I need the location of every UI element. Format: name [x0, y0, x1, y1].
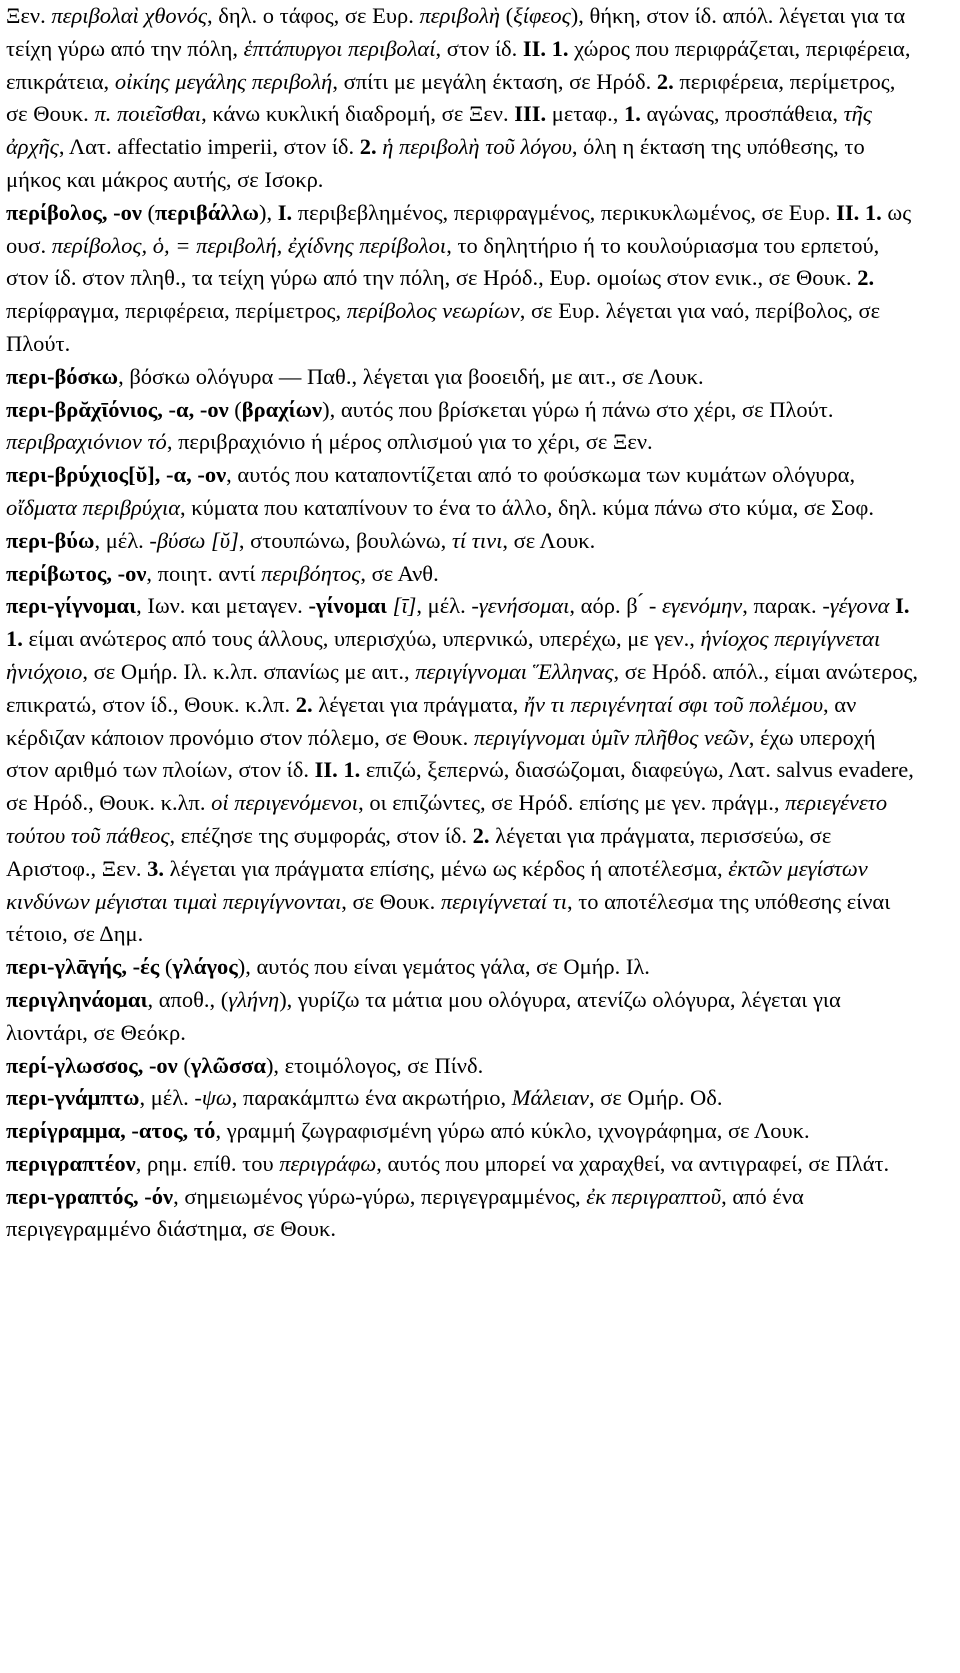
- entry-text: , Λατ. affectatio imperii, στον ίδ.: [58, 134, 360, 160]
- entry-text: , μέλ.: [94, 527, 150, 553]
- entry-text: (: [159, 954, 173, 980]
- entry-headword: περίβολος, -ον: [6, 199, 142, 225]
- entry-text: , από ένα περιγεγραμμένο διάστημα, σε Θουκ.: [6, 1183, 810, 1242]
- entry-italic-text: ἤν τι περιγένηταί σφι τοῦ πολέμου: [523, 691, 824, 717]
- entry-bold-text: 2.: [656, 68, 674, 94]
- entry-headword: περι-βρύχιος[ῠ], -α, -ον: [6, 462, 227, 488]
- entry-bold-text: II. 1.: [836, 199, 882, 225]
- entry-text: λέγεται για πράγματα επίσης, μένω ως κέρδος ή αποτέλεσμα,: [164, 855, 729, 881]
- entry-italic-text: ἐκ περιγραπτοῦ: [586, 1183, 722, 1209]
- entry-italic-text: -γέγονα: [822, 593, 890, 619]
- entry-italic-text: περίβολος νεωρίων: [346, 298, 520, 324]
- entry-text: , κύματα που καταπίνουν το ένα το άλλο, δηλ. κύμα πάνω στο κύμα, σε Σοφ.: [180, 494, 874, 520]
- entry-text: , σε Λουκ.: [502, 527, 596, 553]
- entry-italic-text: περιγίγνεταί τι: [440, 888, 567, 914]
- entry-headword: περι-γραπτός, -όν: [6, 1183, 174, 1209]
- entry-italic-text: γλήνη: [228, 986, 280, 1012]
- entry-text: , σπίτι με μεγάλη έκταση, σε Ηρόδ.: [332, 68, 657, 94]
- entry-bold-text: βραχίων: [241, 396, 323, 422]
- entry-text: , αν κέρδιζαν κάποιον προνόμιο στον πόλεμο, σε Θουκ.: [6, 691, 862, 750]
- entry-text: , σε Θουκ.: [341, 888, 441, 914]
- entry-text: λέγεται για πράγματα,: [312, 691, 524, 717]
- entry-headword: περιγληνάομαι: [6, 986, 148, 1012]
- entry-headword: περι-γνάμπτω: [6, 1085, 140, 1111]
- dictionary-entry: [6, 1082, 922, 1115]
- entry-italic-text: περιγίγνομαι ὑμῖν πλῆθος νεῶν: [473, 724, 749, 750]
- entry-italic-text: οἱ περιγενόμενοι: [211, 790, 359, 816]
- entry-italic-text: -βύσω [ῠ]: [149, 527, 239, 553]
- entry-bold-text: -γίνομαι: [308, 593, 388, 619]
- dictionary-entry: [6, 984, 922, 1050]
- entry-text: , σε Ομήρ. Ιλ. κ.λπ. σπανίως με αιτ.,: [82, 658, 416, 684]
- entry-headword: περι-βύω: [6, 527, 95, 553]
- entry-text: επιζώ, ξεπερνώ, διασώζομαι, διαφεύγω, Λατ. salvus evadere, σε Ηρόδ., Θουκ. κ.λπ.: [6, 757, 920, 816]
- entry-text: ), ετοιμόλογος, σε Πίνδ.: [265, 1052, 484, 1078]
- entry-text: , Ιων. και μεταγεν.: [136, 593, 309, 619]
- dictionary-entry: [6, 1115, 922, 1148]
- dictionary-entry: [6, 394, 922, 460]
- entry-italic-text: ἡ περιβολὴ τοῦ λόγου: [382, 134, 572, 160]
- entry-text: ), γυρίζω τα μάτια μου ολόγυρα, ατενίζω ολόγυρα, λέγεται για λιοντάρι, σε Θεόκρ.: [6, 986, 847, 1045]
- entry-text: , σε Ανθ.: [360, 560, 439, 586]
- entry-text: (: [500, 3, 514, 28]
- entry-bold-text: 2.: [295, 691, 313, 717]
- entry-italic-text: περιγράφω: [279, 1150, 377, 1176]
- entry-text: , σημειωμένος γύρω-γύρω, περιγεγραμμένος,: [173, 1183, 587, 1209]
- entry-italic-text: τῆς ἀρχῆς: [6, 101, 878, 160]
- entry-bold-text: 2.: [857, 265, 875, 291]
- entry-text: περιφέρεια, περίμετρος, σε Θουκ.: [6, 68, 901, 127]
- entry-italic-text: περιβόητος: [261, 560, 361, 586]
- entry-text: αγώνας, προσπάθεια,: [640, 101, 844, 127]
- entry-text: ), θήκη, στον ίδ. απόλ. λέγεται για τα τείχη γύρω από την πόλη,: [6, 3, 911, 61]
- entry-text: , παρακ.: [742, 593, 823, 619]
- entry-text: , αυτός που καταποντίζεται από το φούσκωμα των κυμάτων ολόγυρα,: [226, 462, 861, 488]
- entry-italic-text: Μάλειαν: [511, 1085, 590, 1111]
- dictionary-entry: [6, 525, 922, 558]
- entry-italic-text: οἴδματα περιβρύχια: [6, 494, 181, 520]
- dictionary-entry: [6, 1148, 922, 1181]
- entry-text: λέγεται για πράγματα, περισσεύω, σε Αριστοφ., Ξεν.: [6, 822, 836, 881]
- dictionary-entry: [6, 361, 922, 394]
- entry-bold-text: γλάγος: [172, 954, 238, 980]
- entry-text: , σε Ευρ. λέγεται για ναό, περίβολος, σε Πλούτ.: [6, 298, 886, 356]
- entry-bold-text: 1.: [623, 101, 641, 127]
- entry-text: , αυτός που μπορεί να χαραχθεί, να αντιγραφεί, σε Πλάτ.: [376, 1150, 890, 1176]
- entry-text: , το δηλητήριο ή το κουλούριασμα του ερπετού, στον ίδ. στον πληθ., τα τείχη γύρω από την πόλη, σε Ηρόδ., Ευρ. ομοίως στον ενικ., σε Θουκ.: [6, 232, 885, 291]
- entry-text: , σε Ομήρ. Οδ.: [589, 1085, 723, 1111]
- entry-bold-text: περιβάλλω: [155, 199, 259, 225]
- entry-text: , παρακάμπτω ένα ακρωτήριο,: [231, 1085, 512, 1111]
- entry-text: Ξεν.: [6, 3, 52, 28]
- dictionary-entry: [6, 459, 922, 525]
- entry-bold-text: 2.: [472, 822, 490, 848]
- entry-text: , στον ίδ.: [435, 35, 523, 61]
- entry-bold-text: 2.: [359, 134, 377, 160]
- entry-text: , αόρ. β ́ -: [569, 593, 663, 619]
- entry-text: , αποθ., (: [147, 986, 229, 1012]
- dictionary-entry: [6, 558, 922, 591]
- entry-text: , μέλ.: [139, 1085, 195, 1111]
- entry-text: περιβεβλημένος, περιφραγμένος, περικυκλωμένος, σε Ευρ.: [292, 199, 837, 225]
- entry-text: ),: [258, 199, 278, 225]
- entry-bold-text: I.: [277, 199, 293, 225]
- entry-headword: περι-γίγνομαι: [6, 593, 137, 619]
- entry-text: , ποιητ. αντί: [146, 560, 262, 586]
- entry-bold-text: II. 1.: [314, 757, 361, 783]
- entry-text: ), αυτός που βρίσκεται γύρω ή πάνω στο χέρι, σε Πλούτ.: [322, 396, 840, 422]
- dictionary-entry: [6, 1181, 922, 1247]
- entry-text: , βόσκω ολόγυρα — Παθ., λέγεται για βοοειδή, με αιτ., σε Λουκ.: [118, 363, 704, 389]
- entry-text: , σε Ηρόδ. απόλ., είμαι ανώτερος, επικρατώ, στον ίδ., Θουκ. κ.λπ.: [6, 658, 924, 717]
- entry-italic-text: περιγίγνομαι Ἕλληνας: [415, 658, 614, 684]
- entry-italic-text: ἐκτῶν μεγίστων κινδύνων μέγισται τιμαὶ περιγίγνονται: [6, 855, 874, 914]
- entry-text: , κάνω κυκλική διαδρομή, σε Ξεν.: [201, 101, 515, 127]
- entry-bold-text: III.: [514, 101, 547, 127]
- entry-text: (: [141, 199, 156, 225]
- entry-headword: περίγραμμα, -ατος, τό: [6, 1118, 216, 1144]
- entry-italic-text: περίβολος, ὁ, = περιβολή, ἐχίδνης περίβολοι: [51, 232, 447, 258]
- entry-italic-text: περιβραχιόνιον τό: [6, 429, 167, 455]
- entry-text: , στουπώνω, βουλώνω,: [238, 527, 452, 553]
- entry-headword: περι-γλᾱγής, -ές: [6, 954, 160, 980]
- entry-text: είμαι ανώτερος από τους άλλους, υπερισχύω, υπερνικώ, υπερέχω, με γεν.,: [22, 626, 701, 652]
- entry-bold-text: II. 1.: [522, 35, 569, 61]
- entry-headword: περι-βρᾰχῑόνιος, -α, -ον: [6, 396, 229, 422]
- entry-headword: περίβωτος, -ον: [6, 560, 147, 586]
- entry-text: , το αποτέλεσμα της υπόθεσης είναι τέτοιο, σε Δημ.: [6, 888, 896, 947]
- entry-text: , επέζησε της συμφοράς, στον ίδ.: [169, 822, 473, 848]
- entry-italic-text: ξίφεος: [513, 3, 571, 28]
- entry-italic-text: π. ποιεῖσθαι: [94, 101, 202, 127]
- dictionary-entry: [6, 951, 922, 984]
- entry-text: , μέλ.: [416, 593, 472, 619]
- entry-text: , περιβραχιόνιο ή μέρος οπλισμού για το χέρι, σε Ξεν.: [166, 429, 653, 455]
- entry-text: μεταφ.,: [546, 101, 624, 127]
- entry-italic-text: περιβολὴ: [419, 3, 501, 28]
- dictionary-entry: [6, 590, 922, 951]
- dictionary-entry: [6, 197, 922, 361]
- entry-text: ως ουσ.: [6, 199, 917, 258]
- entry-text: (: [228, 396, 242, 422]
- entry-italic-text: περιεγένετο τούτου τοῦ πάθεος: [6, 790, 893, 848]
- entry-italic-text: τί τινι: [451, 527, 503, 553]
- entry-text: περίφραγμα, περιφέρεια, περίμετρος,: [6, 265, 880, 324]
- entry-italic-text: [ῑ]: [392, 593, 417, 619]
- entry-italic-text: εγενόμην: [662, 593, 743, 619]
- entry-italic-text: οἰκίης μεγάλης περιβολή: [114, 68, 333, 94]
- entry-text: ), αυτός που είναι γεμάτος γάλα, σε Ομήρ. Ιλ.: [237, 954, 650, 980]
- entry-text: , ρημ. επίθ. του: [135, 1150, 280, 1176]
- dictionary-entry: [6, 1050, 922, 1083]
- entry-text: , οι επιζώντες, σε Ηρόδ. επίσης με γεν. πράγμ.,: [358, 790, 786, 816]
- entry-text: , όλη η έκταση της υπόθεσης, το μήκος και μάκρος αυτής, σε Ισοκρ.: [6, 134, 871, 192]
- dictionary-entry: [6, 0, 922, 197]
- entry-italic-text: περιβολαὶ χθονός: [51, 3, 207, 28]
- entry-italic-text: -ψω: [194, 1085, 232, 1111]
- entry-text: χώρος που περιφράζεται, περιφέρεια, επικράτεια,: [6, 35, 917, 94]
- entry-bold-text: 3.: [147, 855, 165, 881]
- entry-text: (: [177, 1052, 191, 1078]
- entry-bold-text: γλῶσσα: [190, 1052, 266, 1078]
- entry-headword: περι-βόσκω: [6, 363, 119, 389]
- entry-headword: περιγραπτέον: [6, 1150, 136, 1176]
- entry-text: , δηλ. ο τάφος, σε Ευρ.: [207, 3, 420, 28]
- entry-headword: περί-γλωσσος, -ον: [6, 1052, 178, 1078]
- entry-text: , έχω υπεροχή στον αριθμό των πλοίων, στον ίδ.: [6, 724, 882, 783]
- entry-bold-text: I. 1.: [6, 593, 916, 652]
- entry-italic-text: -γενήσομαι: [471, 593, 570, 619]
- entry-italic-text: ἑπτάπυργοι περιβολαί: [243, 35, 436, 61]
- entry-italic-text: ἡνίοχος περιγίγνεται ἡνιόχοιο: [6, 626, 886, 684]
- entry-text: , γραμμή ζωγραφισμένη γύρω από κύκλο, ιχνογράφημα, σε Λουκ.: [215, 1118, 810, 1144]
